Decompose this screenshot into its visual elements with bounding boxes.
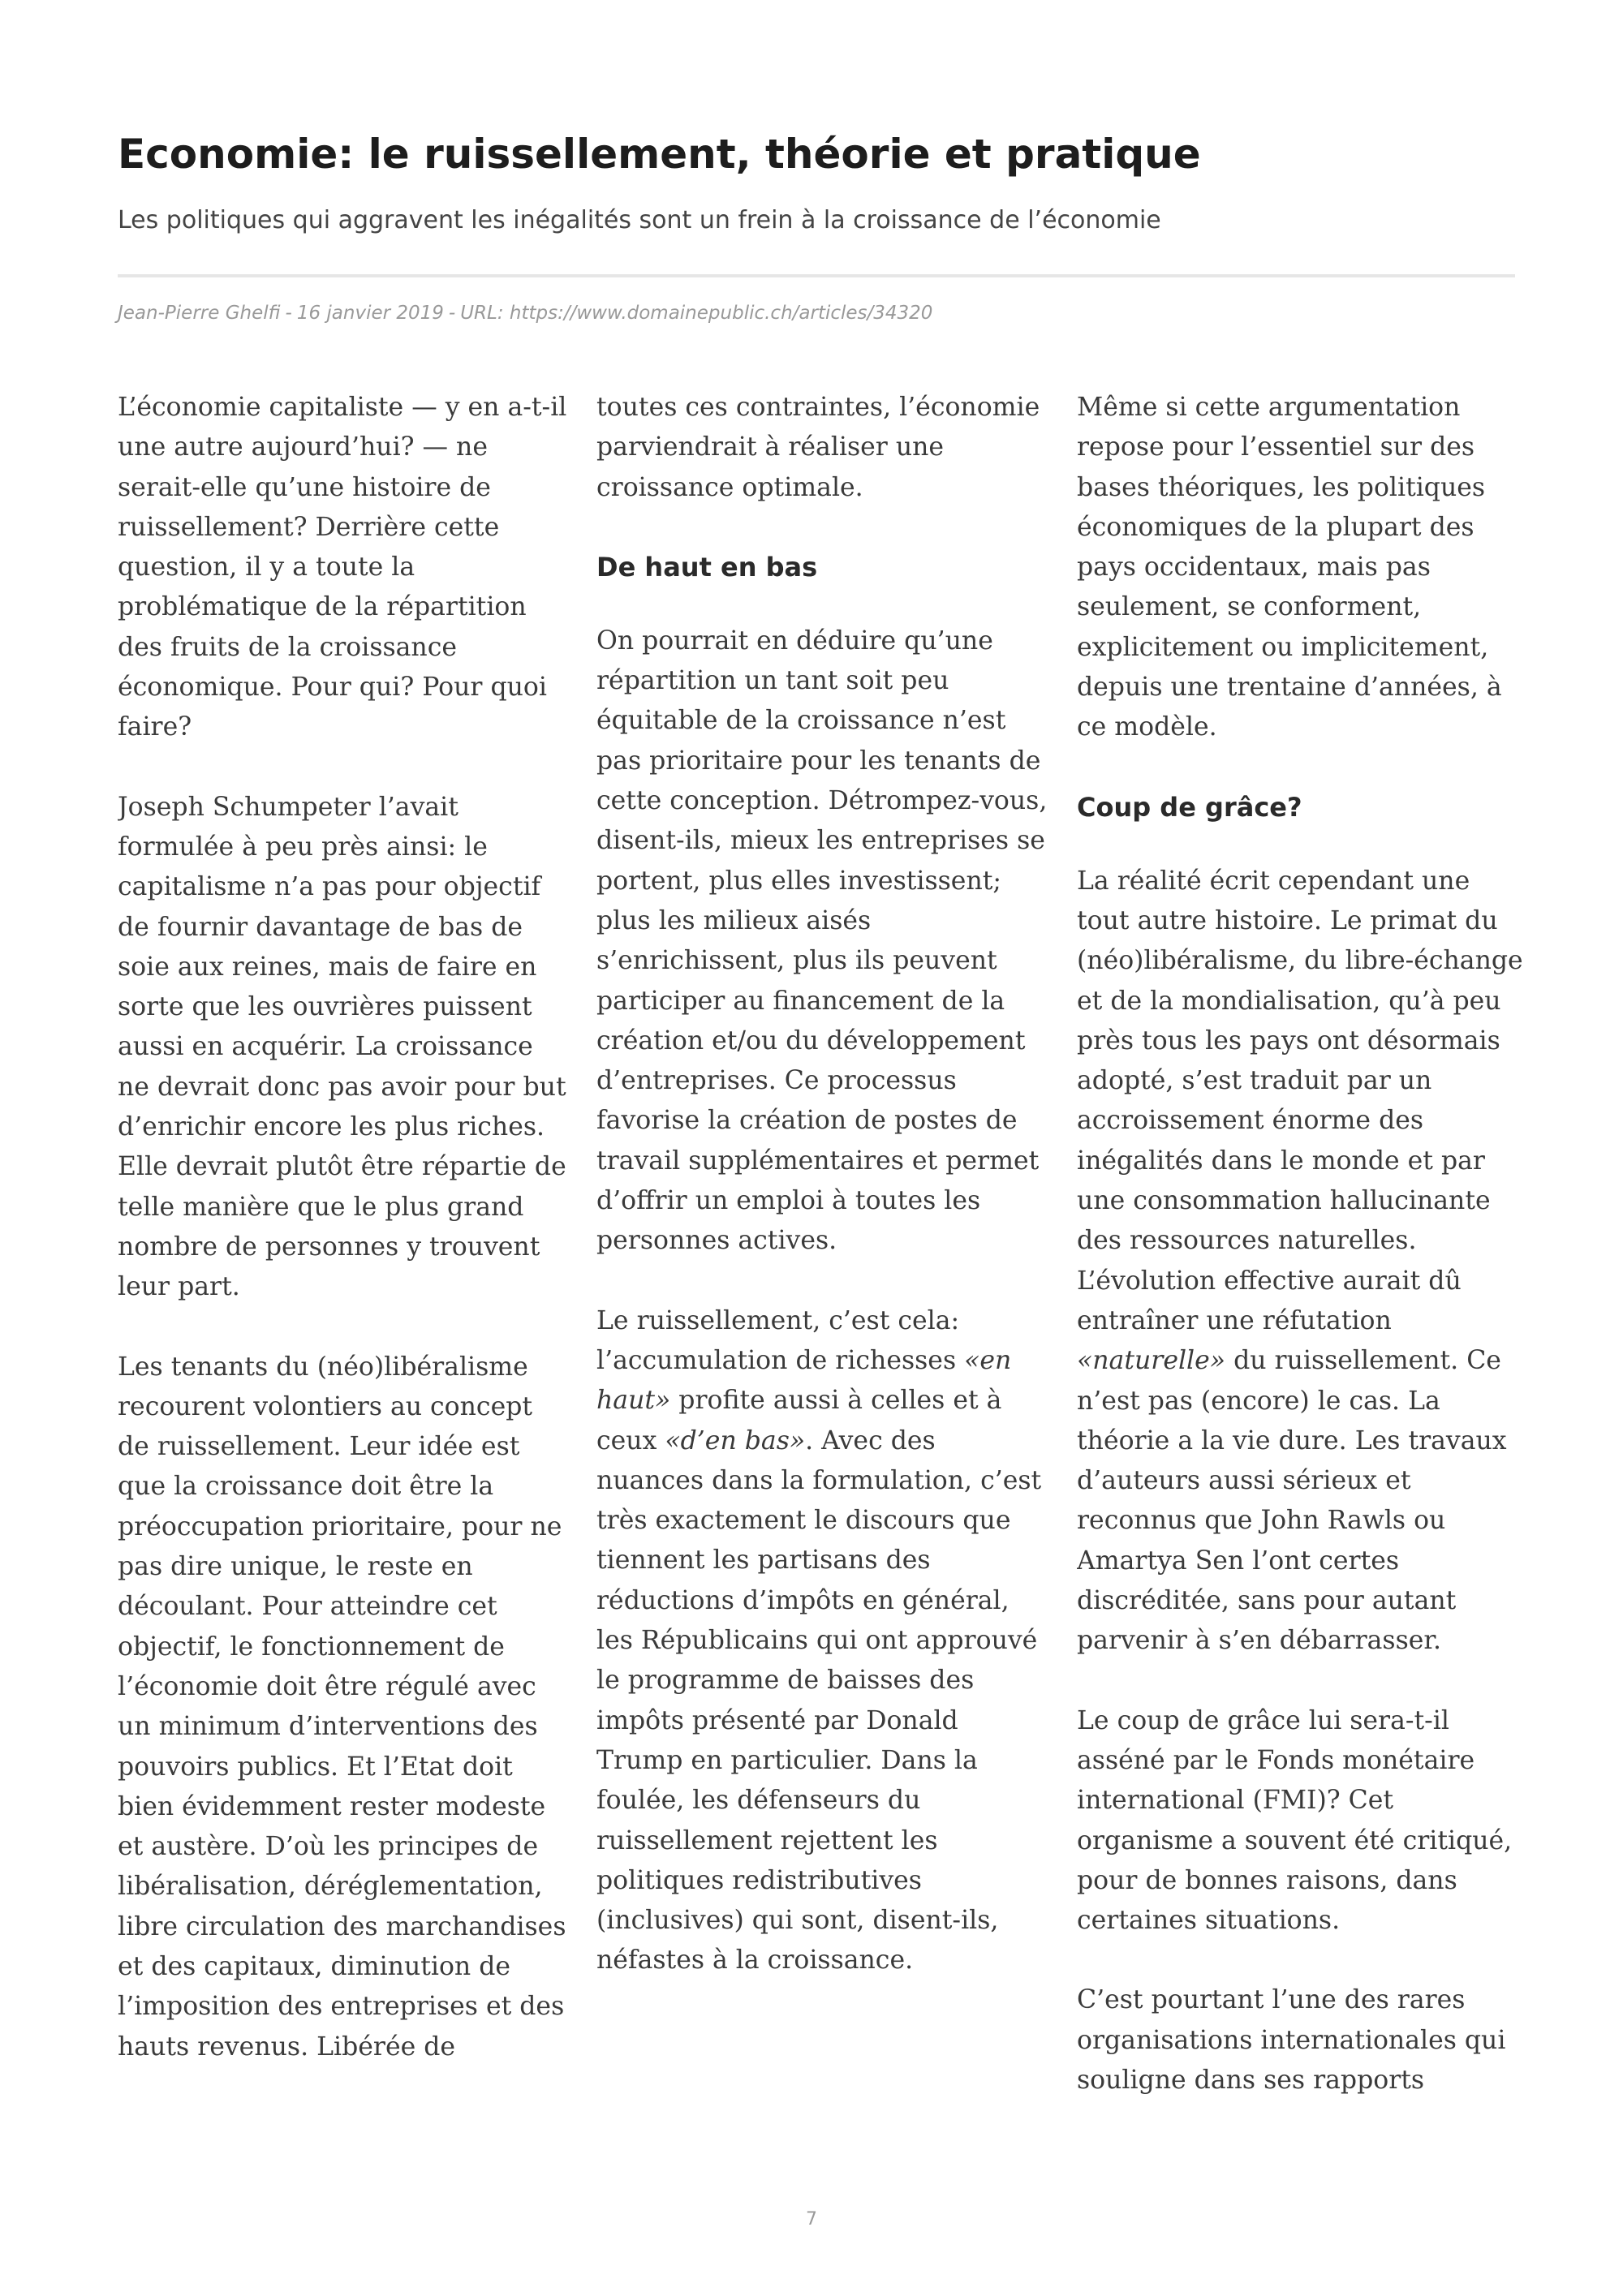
author: Jean-Pierre Ghelfi xyxy=(118,303,281,324)
byline xyxy=(118,303,1513,324)
byline-separator: - xyxy=(448,303,456,324)
page-number: 7 xyxy=(806,2209,817,2229)
paragraph: Même si cette argumentation repose pour l’essentiel sur des bases théoriques, les politiques économiques de la plupart des pays occidentaux, mais pas seulement, se conforment, explicitement ou implicitement, depuis une trentaine d’années, à ce modèle. xyxy=(1077,393,1502,742)
date: 16 janvier 2019 xyxy=(296,303,444,324)
paragraph: On pourrait en déduire qu’une répartition un tant soit peu équitable de la croissance n’est pas prioritaire pour les tenants de cette conception. Détrompez-vous, disent-ils, mieux les entreprises se portent, plus elles investissent; plus les milieux aisés s’enrichissent, plus ils peuvent participer au financement de la création et/ou du développement d’entreprises. Ce processus favorise la création de postes de travail supplémentaires et permet d’offrir un emploi à toutes les personnes actives. xyxy=(596,626,1048,1256)
article-subtitle: Les politiques qui aggravent les inégalités sont un frein à la croissance de l’économie xyxy=(118,206,1161,234)
section-heading: De haut en bas xyxy=(596,551,818,583)
article-url: URL: https://www.domainepublic.ch/articles/34320 xyxy=(460,303,933,324)
byline-separator: - xyxy=(285,303,292,324)
paragraph: C’est pourtant l’une des rares organisations internationales qui souligne dans ses rapports xyxy=(1077,1985,1506,2095)
text-run: . Avec des nuances dans la formulation, c’est très exactement le discours que tiennent les partisans des réductions d’impôts en général, les Républicains qui ont approuvé le programme de baisses des impôts présenté par Donald Trump en particulier. Dans la foulée, les défenseurs du ruissellement rejettent les politiques redistributives (inclusives) qui sont, disent-ils, néfastes à la croissance. xyxy=(596,1425,1042,1976)
article-title: Economie: le ruissellement, théorie et pratique xyxy=(118,131,1201,178)
paragraph: Les tenants du (néo)libéralisme recourent volontiers au concept de ruissellement. Leur idée est que la croissance doit être la préoccupation prioritaire, pour ne pas dire unique, le reste en découlant. Pour atteindre cet objectif, le fonctionnement de l’économie doit être régulé avec un minimum d’interventions des pouvoirs publics. Et l’Etat doit bien évidemment rester modeste et austère. D’où les principes de libéralisation, déréglementation, libre circulation des marchandises et des capitaux, diminution de l’imposition des entreprises et des hauts revenus. Libérée de xyxy=(118,1352,566,2062)
paragraph xyxy=(596,1301,1048,1981)
paragraph: Joseph Schumpeter l’avait formulée à peu près ainsi: le capitalisme n’a pas pour objectif de fournir davantage de bas de soie aux reines, mais de faire en sorte que les ouvrières puissent aussi en acquérir. La croissance ne devrait donc pas avoir pour but d’enrichir encore les plus riches. Elle devrait plutôt être répartie de telle manière que le plus grand nombre de personnes y trouvent leur part. xyxy=(118,792,566,1302)
paragraph: toutes ces contraintes, l’économie parviendrait à réaliser une croissance optimale. xyxy=(596,393,1040,502)
text-column-3 xyxy=(1077,388,1528,2197)
text-run: Le ruissellement, c’est cela: l’accumulation de richesses xyxy=(596,1305,965,1375)
paragraph: Le coup de grâce lui sera-t-il asséné par le Fonds monétaire international (FMI)? Cet organisme a souvent été critiqué, pour de bonnes raisons, dans certaines situations. xyxy=(1077,1705,1513,1936)
text-run: du ruissellement. Ce n’est pas (encore) le cas. La théorie a la vie dure. Les travaux d’auteurs aussi sérieux et reconnus que John Rawls ou Amartya Sen l’ont certes discréditée, sans pour autant parvenir à s’en débarrasser. xyxy=(1077,1346,1507,1656)
paragraph: L’économie capitaliste — y en a-t-il une autre aujourd’hui? — ne serait-elle qu’une histoire de ruissellement? Derrière cette question, il y a toute la problématique de la répartition des fruits de la croissance économique. Pour qui? Pour quoi faire? xyxy=(118,393,567,742)
text-run: profite aussi à celles et à ceux xyxy=(596,1386,1002,1455)
quoted-text: «d’en bas» xyxy=(665,1425,806,1455)
quoted-text: «en haut» xyxy=(596,1345,1012,1416)
quoted-text: «naturelle» xyxy=(1077,1346,1226,1376)
text-column-1 xyxy=(118,388,569,2197)
header-divider xyxy=(118,274,1515,277)
text-run: La réalité écrit cependant une tout autre histoire. Le primat du (néo)libéralisme, du libre-échange et de la mondialisation, qu’à peu près tous les pays ont désormais adopté, s’est traduit par un accroissement énorme des inégalités dans le monde et par une consommation hallucinante des ressources naturelles. L’évolution effective aurait dû entraîner une réfutation xyxy=(1077,866,1523,1335)
text-column-2 xyxy=(596,388,1048,2197)
section-heading: Coup de grâce? xyxy=(1077,791,1302,823)
paragraph xyxy=(1077,862,1528,1662)
